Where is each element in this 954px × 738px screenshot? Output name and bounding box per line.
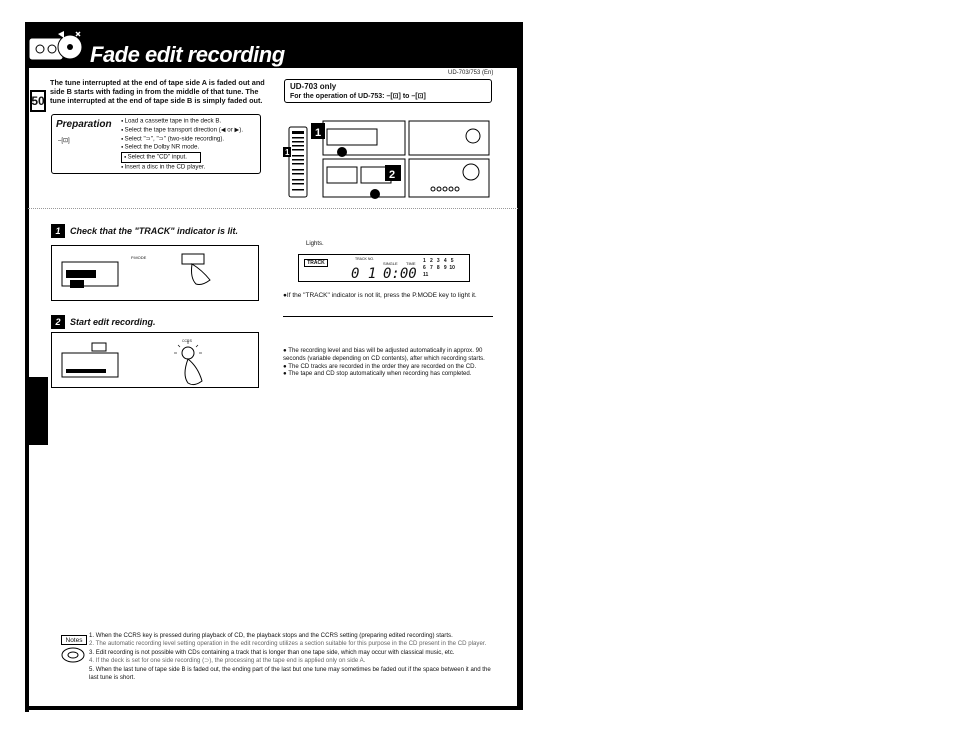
list-item: 1. When the CCRS key is pressed during playback of CD, the playback stops and the CCRS setting (preparing edited recording) starts.	[89, 632, 453, 639]
svg-text:2: 2	[389, 169, 396, 181]
bottom-border	[25, 706, 523, 710]
model-note-box	[284, 79, 492, 103]
list-item: ● Select the tape transport direction (◀ or ▶).	[121, 126, 261, 135]
track-numbers-row-1: 1 2 3 4 5	[423, 258, 454, 264]
step-2-badge: 2	[51, 315, 65, 329]
model-reference: UD-703/753 (En)	[448, 70, 494, 76]
pmode-button-label: P.MODE	[131, 255, 147, 260]
notes-list	[89, 632, 499, 682]
step-2-notes	[283, 347, 495, 378]
track-indicator: TRACK	[304, 259, 328, 267]
model-note-subtitle: For the operation of UD-753: –[⊡] to –[⊡]	[290, 93, 426, 100]
list-item: ● Select the Dolby NR mode.	[121, 143, 261, 152]
step-2-illustration-box	[51, 332, 259, 388]
page-title: Fade edit recording	[90, 42, 285, 67]
preparation-key-label: –[⊡]	[58, 138, 70, 144]
stereo-system-illustration	[283, 119, 493, 201]
section-divider	[28, 208, 518, 209]
ccrs-button-label: CCRS	[182, 339, 192, 343]
model-note-title: UD-703 only	[290, 82, 337, 91]
list-item: ● Select the "CD" input.	[121, 152, 201, 163]
time-label: TIME	[406, 261, 416, 266]
preparation-title: Preparation	[56, 119, 112, 130]
list-item: ● Load a cassette tape in the deck B.	[121, 117, 261, 126]
step-1-illustration-box	[51, 245, 259, 301]
horizontal-rule	[283, 316, 493, 317]
step-2-title: Start edit recording.	[70, 317, 156, 327]
list-item: 3. Edit recording is not possible with CDs containing a track that is longer than one tape side, which may occur with classical music, etc.	[89, 648, 455, 656]
page-number-tab: 50	[30, 90, 46, 112]
single-label: SINGLE	[383, 261, 398, 266]
deck-illustration	[52, 246, 260, 302]
intro-text: The tune interrupted at the end of tape side A is faded out and side B starts with fading in from the middle of that tune. The tune interrupted at the end of tape side B is simply faded out.	[50, 78, 265, 105]
list-item: 5. When the last tune of tape side B is faded out, the ending part of the last but one tune may sometimes be faded out if the space between it and the last tune is short.	[89, 665, 491, 682]
step-1-title: Check that the "TRACK" indicator is lit.	[70, 226, 239, 236]
step-1-heading	[51, 224, 238, 238]
track-numbers-row-2: 6 7 8 9 10	[423, 265, 455, 271]
side-tab	[25, 377, 48, 445]
list-item: ● The CD tracks are recorded in the order they are recorded on the CD.	[283, 362, 477, 370]
list-item: ● The tape and CD stop automatically when recording has completed.	[283, 370, 472, 378]
preparation-list	[121, 117, 261, 172]
cassette-cd-icon	[28, 30, 86, 64]
step-1-badge: 1	[51, 224, 65, 238]
ccrs-illustration	[52, 333, 260, 389]
svg-text:1: 1	[285, 148, 290, 157]
svg-text:1: 1	[315, 127, 322, 139]
list-item: 4. If the deck is set for one side recording (⊃), the processing at the tape end is applied only on side A.	[89, 657, 366, 665]
list-item: 2. The automatic recording level setting operation in the edit recording utilizes a section suitable for this purpose in the CD present in the CD player.	[89, 640, 487, 648]
lights-label: Lights.	[306, 241, 324, 247]
fl-display	[298, 254, 470, 282]
track-numbers-row-3: 11	[423, 272, 429, 278]
left-border	[25, 22, 29, 712]
time-digits: 0:00	[383, 266, 417, 282]
step-2-heading	[51, 315, 156, 329]
track-number-digits: 0 1	[351, 266, 377, 282]
list-item: ● Select "⊃", "⊃" (two-side recording).	[121, 135, 261, 144]
notes-label: Notes	[61, 635, 87, 645]
list-item: ● The recording level and bias will be adjusted automatically in approx. 90 seconds (variable depending on CD contents), after which recording starts.	[283, 347, 485, 362]
display-note: ●If the "TRACK" indicator is not lit, press the P.MODE key to light it.	[283, 292, 477, 299]
right-border	[517, 22, 523, 710]
track-no-label: TRACK NO.	[355, 257, 375, 261]
disc-badge-icon	[61, 647, 85, 663]
list-item: ● Insert a disc in the CD player.	[121, 163, 261, 172]
